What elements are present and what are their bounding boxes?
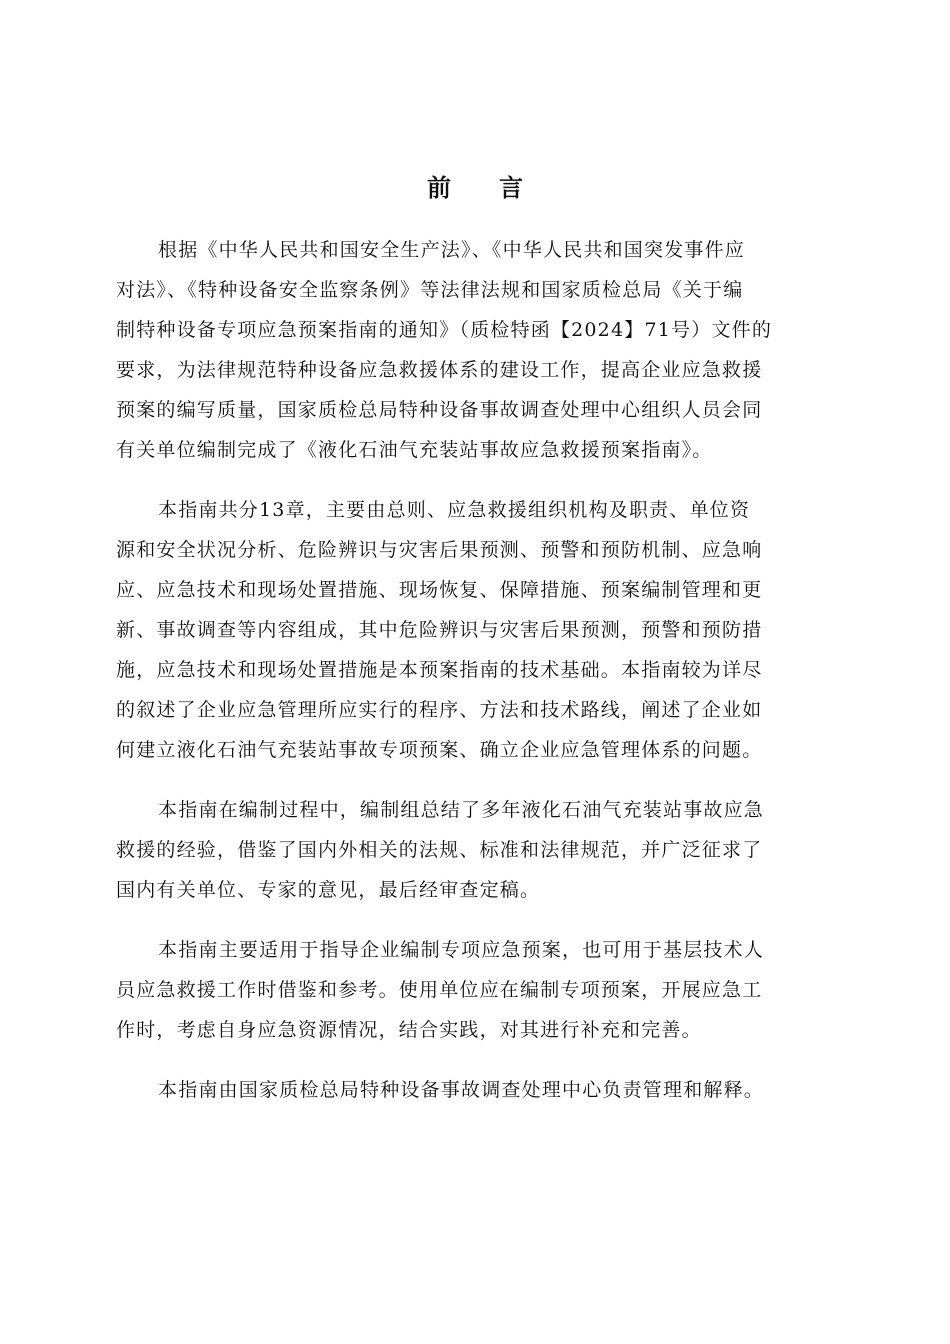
- paragraph-4: 本指南主要适用于指导企业编制专项应急预案，也可用于基层技术人 员应急救援工作时借鉴和参考。使用单位应在编制专项预案，开展应急工 作时，考虑自身应急资源情况，结合实践，对其进行补充和完善。: [116, 939, 765, 1041]
- paragraph-3: 本指南在编制过程中，编制组总结了多年液化石油气充装站事故应急 救援的经验，借鉴了国内外相关的法规、标准和法律规范，并广泛征求了 国内有关单位、专家的意见，最后经审查定稿。: [116, 799, 765, 901]
- paragraph-1: 根据《中华人民共和国安全生产法》、《中华人民共和国突发事件应 对法》、《特种设备安全监察条例》等法律法规和国家质检总局《关于编 制特种设备专项应急预案指南的通知》（质检特函【2024】71号）文件的 要求，为法律规范特种设备应急救援体系的建设工作，提高企业应急救援 预案的编写质量，国家质检总局特种设备事故调查处理中心组织人员会同 有关单位编制完成了《液化石油气充装站事故应急救援预案指南》。: [116, 239, 773, 461]
- page-title: 前言: [427, 174, 571, 202]
- paragraph-5: 本指南由国家质检总局特种设备事故调查处理中心负责管理和解释。: [158, 1079, 765, 1101]
- body-text: [116, 230, 838, 1130]
- paragraph-2: 本指南共分13章，主要由总则、应急救援组织机构及职责、单位资 源和安全状况分析、危险辨识与灾害后果预测、预警和预防机制、应急响 应、应急技术和现场处置措施、现场恢复、保障措施、预案编制管理和更 新、事故调查等内容组成，其中危险辨识与灾害后果预测，预警和预防措 施，应急技术和现场处置措施是本预案指南的技术基础。本指南较为详尽 的叙述了企业应急管理所应实行的程序、方法和技术路线，阐述了企业如 何建立液化石油气充装站事故专项预案、确立企业应急管理体系的问题。: [116, 499, 763, 761]
